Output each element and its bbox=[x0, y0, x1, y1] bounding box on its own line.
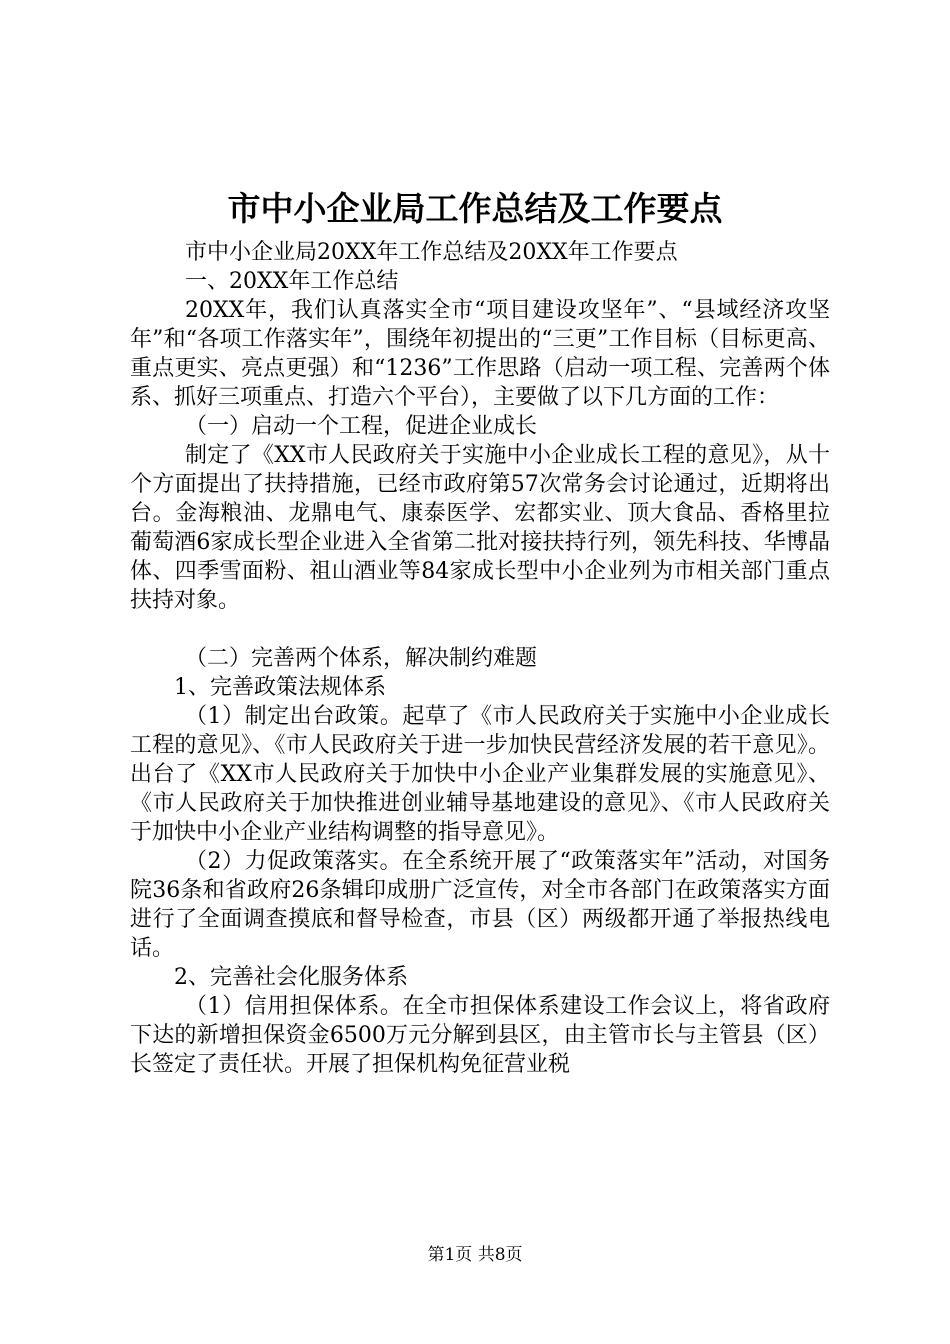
subtitle-paragraph: 市中小企业局20XX年工作总结及20XX年工作要点 bbox=[185, 240, 678, 265]
subsection-heading: （二）完善两个体系，解决制约难题 bbox=[185, 646, 538, 671]
document-title: 市中小企业局工作总结及工作要点 bbox=[227, 189, 723, 228]
body-paragraph: （1）信用担保体系。在全市担保体系建设工作会议上，将省政府下达的新增担保资金6500万元分解到县区，由主管市长与主管县（区）长签定了责任状。开展了担保机构免征营业税 bbox=[130, 994, 830, 1077]
body-paragraph: 20XX年，我们认真落实全市“项目建设攻坚年”、“县域经济攻坚年”和“各项工作落实年”，围绕年初提出的“三更”工作目标（目标更高、重点更实、亮点更强）和“1236”工作思路（启动一项工程、完善两个体系、抓好三项重点、打造六个平台），主要做了以下几方面的工作： bbox=[130, 298, 830, 410]
body-paragraph: （1）制定出台政策。起草了《市人民政府关于实施中小企业成长工程的意见》、《市人民政府关于进一步加快民营经济发展的若干意见》。出台了《XX市人民政府关于加快中小企业产业集群发展的实施意见》、《市人民政府关于加快推进创业辅导基地建设的意见》、《市人民政府关于加快中小企业产业结构调整的指导意见》。 bbox=[130, 704, 830, 845]
paragraph-spacer bbox=[130, 615, 830, 644]
list-heading: 2、完善社会化服务体系 bbox=[174, 965, 408, 990]
subsection-heading: （一）启动一个工程，促进企业成长 bbox=[185, 414, 538, 439]
list-heading: 1、完善政策法规体系 bbox=[174, 675, 386, 700]
body-paragraph: 制定了《XX市人民政府关于实施中小企业成长工程的意见》，从十个方面提出了扶持措施，已经市政府第57次常务会讨论通过，近期将出台。金海粮油、龙鼎电气、康泰医学、宏都实业、顶大食品、香格里拉葡萄酒6家成长型企业进入全省第二批对接扶持行列，领先科技、华博晶体、四季雪面粉、祖山酒业等84家成长型中小企业列为市相关部门重点扶持对象。 bbox=[130, 443, 830, 613]
section-heading: 一、20XX年工作总结 bbox=[185, 269, 399, 294]
page-footer: 第1页 共8页 bbox=[427, 1245, 523, 1265]
body-paragraph: （2）力促政策落实。在全系统开展了“政策落实年”活动，对国务院36条和省政府26条辑印成册广泛宣传，对全市各部门在政策落实方面进行了全面调查摸底和督导检查，市县（区）两级都开通了举报热线电话。 bbox=[130, 849, 830, 961]
document-body bbox=[130, 238, 830, 1079]
